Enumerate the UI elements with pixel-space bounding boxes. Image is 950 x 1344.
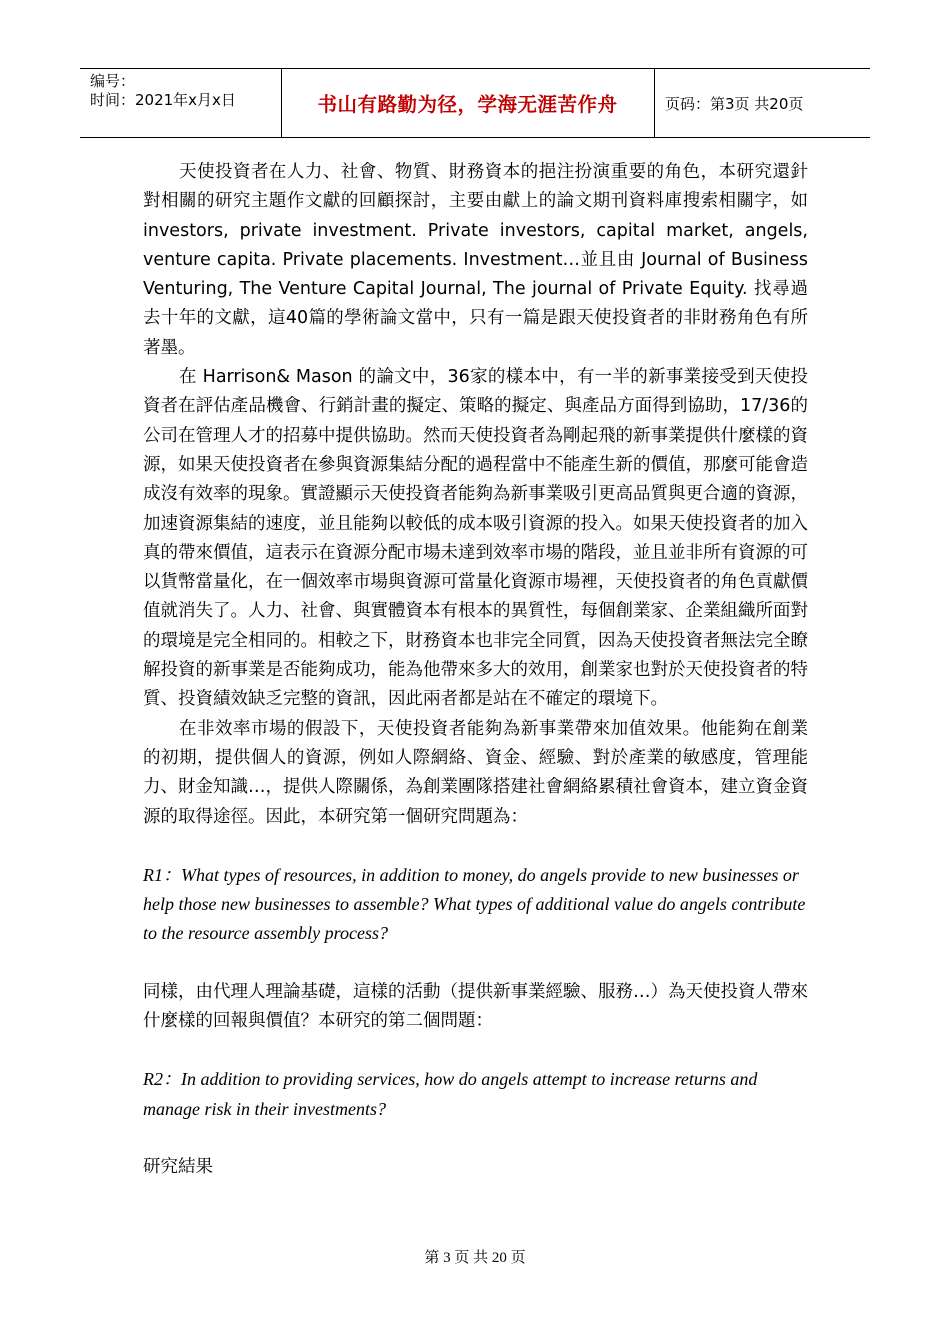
page-footer: 第 3 页 共 20 页: [424, 1250, 526, 1266]
page-header: [80, 68, 870, 138]
header-page-cell: [655, 69, 870, 137]
header-motto-cell: [281, 69, 655, 137]
paragraph-inefficient-market: 在非效率市場的假設下，天使投資者能夠為新事業帶來加值效果。他能夠在創業的初期，提供個人的資源，例如人際網絡、資金、經驗、對於產業的敏感度，管理能力、財金知識…，提供人際關係，為創業團隊搭建社會網絡累積社會資本，建立資金資源的取得途徑。因此，本研究第一個研究問題為：: [143, 718, 808, 827]
section-heading-results: 研究結果: [143, 1156, 213, 1177]
paragraph-agency-theory: 同樣，由代理人理論基礎，這樣的活動（提供新事業經驗、服務…）為天使投資人帶來什麼樣的回報與價值？本研究的第二個問題：: [143, 981, 808, 1032]
document-body: [143, 158, 808, 1182]
paragraph-literature-review: 天使投資者在人力、社會、物質、財務資本的挹注扮演重要的角色，本研究還針對相關的研究主題作文獻的回顧探討，主要由獻上的論文期刊資料庫搜索相關字，如 investors, private investment. Private investors, capital market, angels, venture capita. Private placements. Investment…並且由 Journal of Business Venturing, The Venture Capital Journal, The journal of Private Equity. 找尋過去十年的文獻，這40篇的學術論文當中，只有一篇是跟天使投資者的非財務角色有所著墨。: [143, 162, 808, 358]
page-info: 页码：第3页 共20页: [665, 94, 804, 113]
number-label: 编号：: [90, 72, 136, 90]
paragraph-harrison-mason: 在 Harrison& Mason 的論文中，36家的樣本中，有一半的新事業接受到天使投資者在評估產品機會、行銷計畫的擬定、策略的擬定、與產品方面得到協助，17/36的公司在管理人才的招募中提供協助。然而天使投資者為剛起飛的新事業提供什麼樣的資源，如果天使投資者在參與資源集結分配的過程當中不能產生新的價值，那麼可能會造成沒有效率的現象。實證顯示天使投資者能夠為新事業吸引更高品質與更合適的資源，加速資源集結的速度，並且能夠以較低的成本吸引資源的投入。如果天使投資者的加入真的帶來價值，這表示在資源分配市場未達到效率市場的階段，並且並非所有資源的可以貨幣當量化，在一個效率市場與資源可當量化資源市場裡，天使投資者的角色貢獻價值就消失了。人力、社會、與實體資本有根本的異質性，每個創業家、企業組織所面對的環境是完全相同的。相較之下，財務資本也非完全同質，因為天使投資者無法完全瞭解投資的新事業是否能夠成功，能為他帶來多大的效用，創業家也對於天使投資者的特質、投資績效缺乏完整的資訊，因此兩者都是站在不確定的環境下。: [143, 367, 808, 710]
header-meta-cell: [80, 69, 282, 137]
time-label: 时间：2021年x月x日: [90, 91, 236, 109]
research-question-1: R1：What types of resources, in addition to money, do angels provide to new businesses or help those new businesses to assemble? What types of additional value do angels contribute to the resource assembly process?: [143, 864, 806, 944]
research-question-2: R2：In addition to providing services, how do angels attempt to increase returns and manage risk in their investments?: [143, 1069, 758, 1119]
motto-text: 书山有路勤为径，学海无涯苦作舟: [317, 93, 618, 116]
